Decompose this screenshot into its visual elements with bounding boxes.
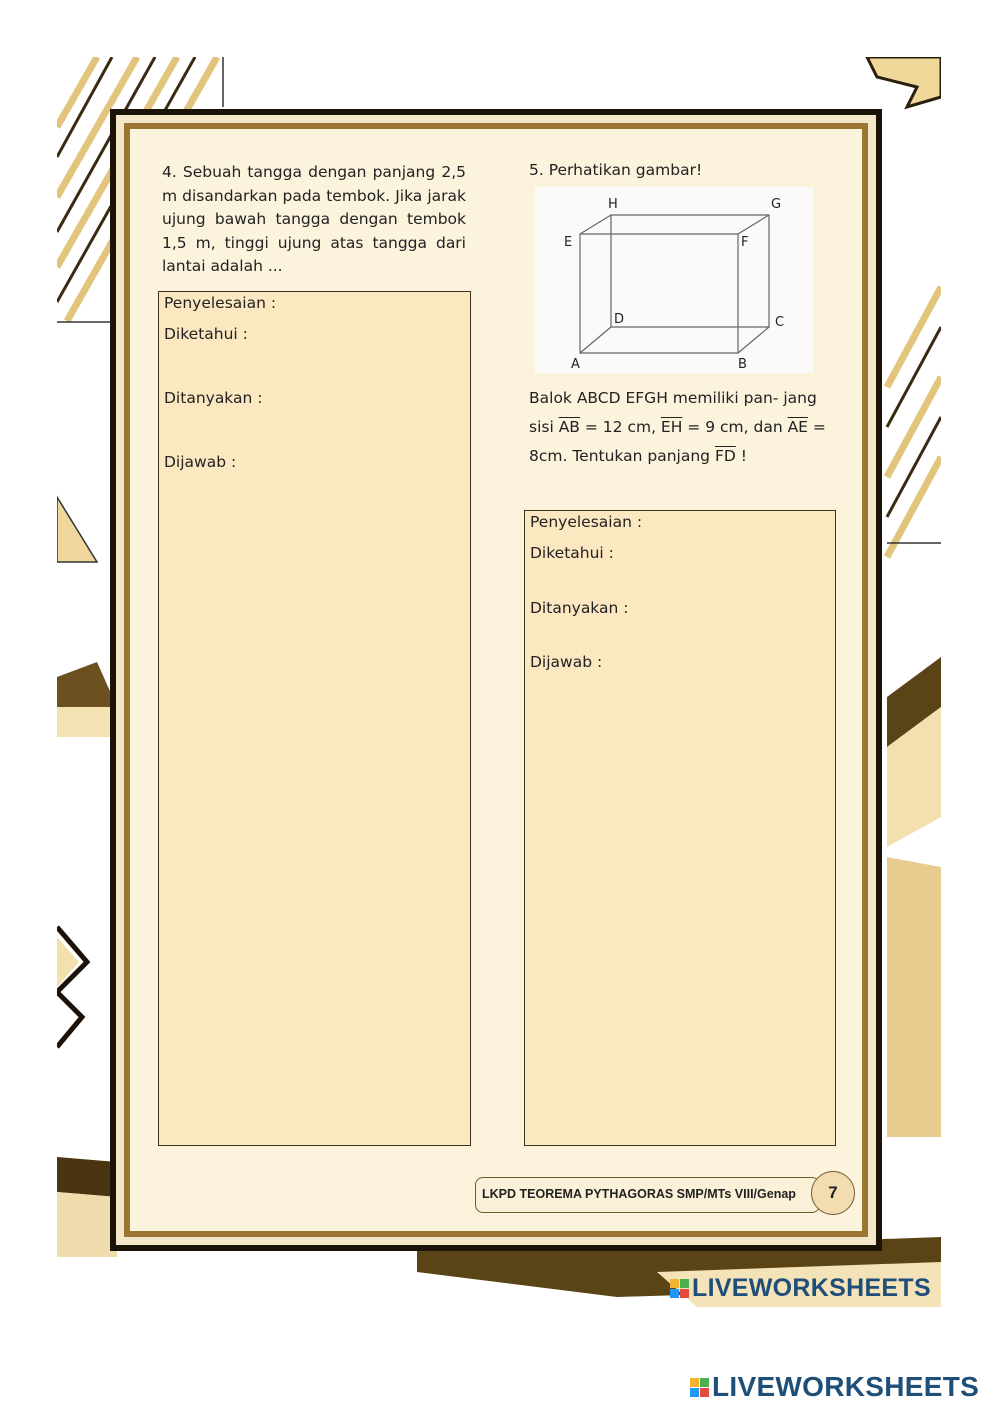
dijawab-label: Dijawab : <box>164 453 237 471</box>
question-5-title: 5. Perhatikan gambar! <box>529 161 703 179</box>
segment-ab: $\overline{AB}$ <box>558 418 580 436</box>
page-number: 7 <box>811 1171 855 1215</box>
liveworksheets-wordmark: LIVEWORKSHEETS <box>712 1371 980 1402</box>
q5-text-part: = 12 cm, <box>579 418 661 436</box>
ditanyakan-label: Ditanyakan : <box>164 389 263 407</box>
footer-label: LKPD TEOREMA PYTHAGORAS SMP/MTs VIII/Genap <box>475 1177 820 1213</box>
worksheet-page <box>57 57 941 1307</box>
cuboid-drawing <box>535 187 813 373</box>
ditanyakan-label: Ditanyakan : <box>530 599 629 617</box>
vertex-label-f: F <box>741 235 749 250</box>
question-4-text: 4. Sebuah tangga dengan panjang 2,5 m disandarkan pada tembok. Jika jarak ujung bawah tangga dengan tembok 1,5 m, tinggi ujung atas tangga dari lantai adalah ... <box>162 163 466 275</box>
penyelesaian-label: Penyelesaian : <box>164 294 277 312</box>
q5-text-part: Balok ABCD EFGH memiliki pan- jang sisi <box>529 389 817 436</box>
liveworksheets-logo-outer[interactable] <box>690 1371 979 1403</box>
vertex-label-g: G <box>771 197 782 212</box>
answer-box-4[interactable] <box>158 291 471 1146</box>
vertex-label-h: H <box>608 197 618 212</box>
liveworksheets-mark-icon <box>690 1378 709 1397</box>
segment-ae: $\overline{AE}$ <box>787 418 808 436</box>
segment-eh: $\overline{EH}$ <box>660 418 683 436</box>
vertex-label-e: E <box>564 235 573 250</box>
answer-box-5[interactable] <box>524 510 836 1146</box>
segment-fd: $\overline{FD}$ <box>714 447 736 465</box>
q5-text-part: ! <box>735 447 747 465</box>
penyelesaian-label: Penyelesaian : <box>530 513 643 531</box>
question-5-text <box>529 384 829 471</box>
liveworksheets-logo-inner <box>670 1274 931 1303</box>
q5-text-part: = 9 cm, dan <box>682 418 788 436</box>
liveworksheets-mark-icon <box>670 1279 689 1298</box>
diketahui-label: Diketahui : <box>530 544 614 562</box>
liveworksheets-wordmark: LIVEWORKSHEETS <box>692 1274 931 1302</box>
dijawab-label: Dijawab : <box>530 653 603 671</box>
q5-text-part: = 8cm. Tentukan panjang <box>529 418 826 465</box>
cuboid-figure <box>535 187 813 373</box>
vertex-label-d: D <box>614 312 625 327</box>
diketahui-label: Diketahui : <box>164 325 248 343</box>
vertex-label-c: C <box>775 315 785 330</box>
vertex-label-a: A <box>571 357 580 372</box>
vertex-label-b: B <box>738 357 747 372</box>
